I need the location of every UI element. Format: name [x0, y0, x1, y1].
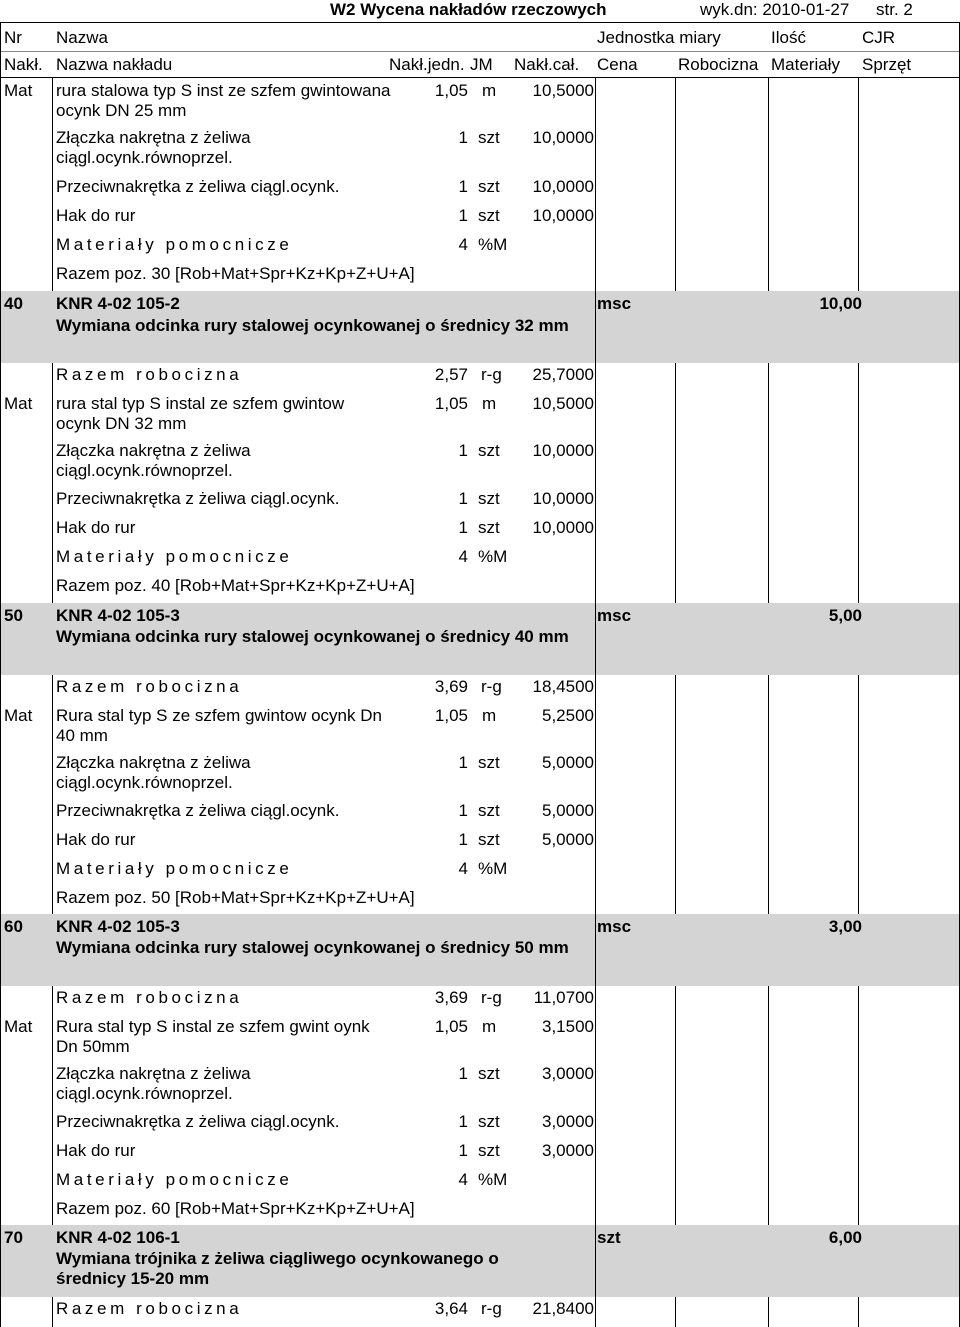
- aux-materials-label: Materiały pomocnicze: [56, 859, 293, 878]
- col-header-total: Nakł.cał.: [514, 55, 580, 74]
- column-divider: [675, 363, 676, 603]
- material-qty: 1: [458, 177, 468, 196]
- position-unit: szt: [597, 1228, 621, 1247]
- material-name: Hak do rur: [56, 1141, 136, 1160]
- material-total: 5,0000: [542, 830, 594, 849]
- header-bottom-rule: [0, 77, 960, 78]
- column-divider: [52, 1297, 53, 1327]
- aux-materials-label: Materiały pomocnicze: [56, 235, 293, 254]
- position-number: 40: [4, 294, 23, 313]
- header-separator: [0, 51, 960, 52]
- labor-unit: r-g: [481, 365, 502, 384]
- col-header-equipment: Sprzęt: [862, 55, 912, 74]
- aux-materials-unit: %M: [478, 859, 508, 878]
- material-total: 10,0000: [532, 206, 594, 225]
- material-qty: 1,05: [434, 394, 468, 413]
- column-divider: [52, 675, 53, 914]
- position-summary: Razem poz. 50 [Rob+Mat+Spr+Kz+Kp+Z+U+A]: [56, 888, 415, 907]
- material-total: 5,2500: [542, 706, 594, 725]
- position-number: 50: [4, 606, 23, 625]
- position-summary: Razem poz. 40 [Rob+Mat+Spr+Kz+Kp+Z+U+A]: [56, 576, 415, 595]
- column-divider: [858, 363, 859, 603]
- material-unit: szt: [478, 1112, 500, 1131]
- col-header-unit: Jednostka miary: [597, 28, 721, 47]
- col-header-price: Cena: [597, 55, 638, 74]
- column-divider: [858, 1297, 859, 1327]
- position-title: Wymiana trójnika z żeliwa ciągliwego ocynkowanego o średnicy 15-20 mm: [56, 1249, 499, 1288]
- material-qty: 1: [458, 518, 468, 537]
- material-qty: 1,05: [434, 1017, 468, 1036]
- position-summary: Razem poz. 30 [Rob+Mat+Spr+Kz+Kp+Z+U+A]: [56, 264, 415, 283]
- material-total: 5,0000: [542, 753, 594, 772]
- material-unit: szt: [478, 177, 500, 196]
- material-name: Hak do rur: [56, 830, 136, 849]
- material-name: Złączka nakrętna z żeliwa ciągl.ocynk.równoprzel.: [56, 1064, 251, 1103]
- position-title: Wymiana odcinka rury stalowej ocynkowanej o średnicy 40 mm: [56, 627, 569, 646]
- material-unit: m: [482, 1017, 497, 1036]
- material-qty: 1: [458, 441, 468, 460]
- material-qty: 1: [458, 206, 468, 225]
- labor-total: 11,0700: [533, 988, 594, 1007]
- page-number: str. 2: [876, 0, 913, 19]
- position-unit: msc: [597, 294, 632, 313]
- row-type: Mat: [4, 1017, 33, 1036]
- labor-label: Razem robocizna: [56, 677, 243, 696]
- labor-label: Razem robocizna: [56, 1299, 243, 1318]
- material-unit: m: [482, 394, 497, 413]
- labor-label: Razem robocizna: [56, 988, 243, 1007]
- labor-unit: r-g: [481, 1299, 502, 1318]
- column-divider: [858, 675, 859, 914]
- aux-materials-unit: %M: [478, 547, 508, 566]
- material-qty: 1: [458, 1064, 468, 1083]
- material-unit: szt: [478, 518, 500, 537]
- material-name: Hak do rur: [56, 518, 136, 537]
- column-divider: [768, 986, 769, 1225]
- material-total: 3,0000: [542, 1141, 594, 1160]
- labor-qty: 2,57: [434, 365, 468, 384]
- aux-materials-qty: 4: [458, 235, 468, 254]
- row-type: Mat: [4, 81, 33, 100]
- material-total: 10,0000: [532, 128, 594, 147]
- col-header-labor: Robocizna: [678, 55, 759, 74]
- col-header-cjr: CJR: [862, 28, 896, 47]
- material-unit: szt: [478, 1064, 500, 1083]
- column-divider: [768, 675, 769, 914]
- material-total: 3,0000: [542, 1064, 594, 1083]
- material-total: 10,5000: [532, 81, 594, 100]
- material-unit: szt: [478, 206, 500, 225]
- position-qty: 10,00: [819, 294, 862, 313]
- material-total: 5,0000: [542, 801, 594, 820]
- labor-total: 21,8400: [532, 1299, 594, 1318]
- labor-qty: 3,69: [434, 988, 468, 1007]
- material-name: rura stal typ S instal ze szfem gwintow ocynk DN 32 mm: [56, 394, 345, 433]
- labor-total: 25,7000: [532, 365, 594, 384]
- header-rule: [0, 22, 960, 23]
- material-unit: szt: [478, 801, 500, 820]
- material-total: 3,1500: [542, 1017, 594, 1036]
- material-name: Złączka nakrętna z żeliwa ciągl.ocynk.równoprzel.: [56, 128, 251, 167]
- row-type: Mat: [4, 706, 33, 725]
- position-title: Wymiana odcinka rury stalowej ocynkowanej o średnicy 32 mm: [56, 316, 569, 335]
- col-header-name: Nazwa: [56, 28, 108, 47]
- column-divider: [675, 986, 676, 1225]
- material-total: 10,0000: [532, 489, 594, 508]
- material-name: Przeciwnakrętka z żeliwa ciągl.ocynk.: [56, 1112, 340, 1131]
- material-unit: m: [482, 81, 497, 100]
- column-divider: [52, 77, 53, 291]
- column-divider: [675, 77, 676, 291]
- position-qty: 5,00: [828, 606, 862, 625]
- material-name: Przeciwnakrętka z żeliwa ciągl.ocynk.: [56, 489, 340, 508]
- column-divider: [52, 986, 53, 1225]
- column-divider: [858, 986, 859, 1225]
- column-divider: [858, 77, 859, 291]
- col-header-nakl: Nakł.: [4, 55, 43, 74]
- material-name: Rura stal typ S ze szfem gwintow ocynk Dn 40 mm: [56, 706, 382, 745]
- column-divider: [768, 1297, 769, 1327]
- column-divider: [675, 1297, 676, 1327]
- col-header-materials: Materiały: [771, 55, 840, 74]
- material-name: Przeciwnakrętka z żeliwa ciągl.ocynk.: [56, 177, 340, 196]
- material-qty: 1: [458, 830, 468, 849]
- material-total: 10,0000: [532, 177, 594, 196]
- page-title: W2 Wycena nakładów rzeczowych: [330, 0, 607, 19]
- labor-qty: 3,69: [434, 677, 468, 696]
- position-number: 60: [4, 917, 23, 936]
- position-code: KNR 4-02 105-3: [56, 917, 180, 936]
- position-unit: msc: [597, 917, 632, 936]
- labor-qty: 3,64: [434, 1299, 468, 1318]
- aux-materials-qty: 4: [458, 1170, 468, 1189]
- material-unit: m: [482, 706, 497, 725]
- material-total: 10,0000: [532, 518, 594, 537]
- col-header-jm: JM: [470, 55, 493, 74]
- col-header-item-name: Nazwa nakładu: [56, 55, 173, 74]
- date: wyk.dn: 2010-01-27: [700, 0, 850, 19]
- position-qty: 3,00: [828, 917, 862, 936]
- material-qty: 1,05: [434, 706, 468, 725]
- material-total: 3,0000: [542, 1112, 594, 1131]
- aux-materials-unit: %M: [478, 1170, 508, 1189]
- material-name: Hak do rur: [56, 206, 136, 225]
- labor-label: Razem robocizna: [56, 365, 243, 384]
- position-code: KNR 4-02 106-1: [56, 1228, 180, 1247]
- labor-unit: r-g: [481, 988, 502, 1007]
- material-unit: szt: [478, 441, 500, 460]
- aux-materials-qty: 4: [458, 859, 468, 878]
- column-divider: [52, 363, 53, 603]
- material-total: 10,0000: [532, 441, 594, 460]
- aux-materials-label: Materiały pomocnicze: [56, 547, 293, 566]
- material-qty: 1: [458, 753, 468, 772]
- aux-materials-qty: 4: [458, 547, 468, 566]
- material-qty: 1: [458, 801, 468, 820]
- labor-unit: r-g: [481, 677, 502, 696]
- material-name: rura stalowa typ S inst ze szfem gwintowana ocynk DN 25 mm: [56, 81, 391, 120]
- col-header-qty: Ilość: [771, 28, 806, 47]
- col-header-unit-qty: Nakł.jedn.: [389, 55, 465, 74]
- aux-materials-label: Materiały pomocnicze: [56, 1170, 293, 1189]
- column-divider: [675, 675, 676, 914]
- material-name: Złączka nakrętna z żeliwa ciągl.ocynk.równoprzel.: [56, 441, 251, 480]
- position-summary: Razem poz. 60 [Rob+Mat+Spr+Kz+Kp+Z+U+A]: [56, 1199, 415, 1218]
- material-qty: 1: [458, 1141, 468, 1160]
- material-name: Złączka nakrętna z żeliwa ciągl.ocynk.równoprzel.: [56, 753, 251, 792]
- material-total: 10,5000: [532, 394, 594, 413]
- material-qty: 1,05: [434, 81, 468, 100]
- position-unit: msc: [597, 606, 632, 625]
- position-qty: 6,00: [828, 1228, 862, 1247]
- material-qty: 1: [458, 128, 468, 147]
- col-header-nr: Nr: [4, 28, 22, 47]
- material-unit: szt: [478, 753, 500, 772]
- material-qty: 1: [458, 489, 468, 508]
- material-name: Rura stal typ S instal ze szfem gwint oynk Dn 50mm: [56, 1017, 370, 1056]
- position-title: Wymiana odcinka rury stalowej ocynkowanej o średnicy 50 mm: [56, 938, 569, 957]
- material-qty: 1: [458, 1112, 468, 1131]
- column-divider: [595, 77, 596, 1327]
- material-unit: szt: [478, 128, 500, 147]
- row-type: Mat: [4, 394, 33, 413]
- material-name: Przeciwnakrętka z żeliwa ciągl.ocynk.: [56, 801, 340, 820]
- labor-total: 18,4500: [532, 677, 594, 696]
- position-code: KNR 4-02 105-3: [56, 606, 180, 625]
- material-unit: szt: [478, 1141, 500, 1160]
- column-divider: [768, 77, 769, 291]
- material-unit: szt: [478, 489, 500, 508]
- aux-materials-unit: %M: [478, 235, 508, 254]
- position-code: KNR 4-02 105-2: [56, 294, 180, 313]
- position-number: 70: [4, 1228, 23, 1247]
- material-unit: szt: [478, 830, 500, 849]
- column-divider: [768, 363, 769, 603]
